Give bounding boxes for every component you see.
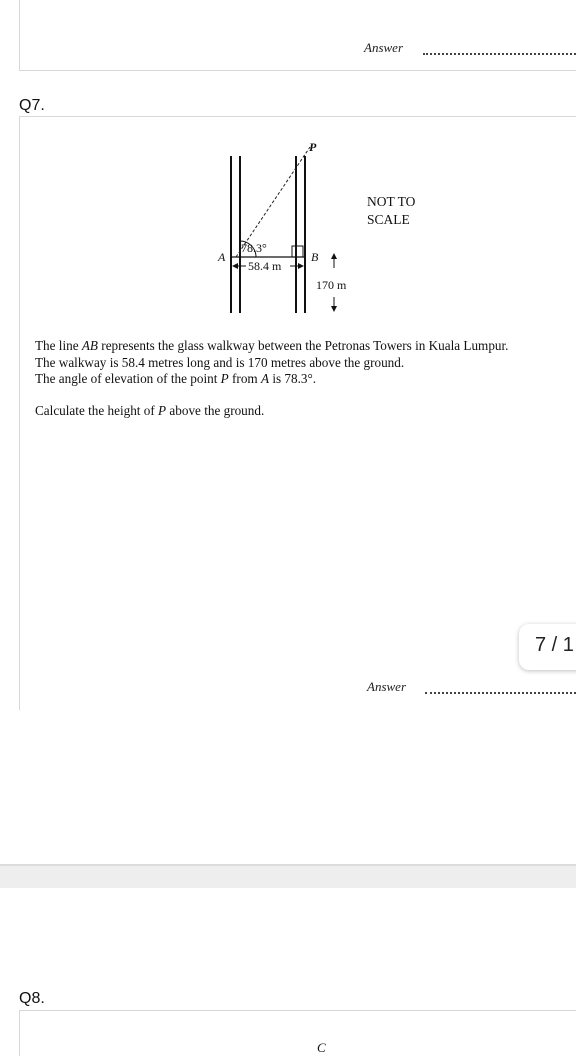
height-label: 170 m (316, 278, 347, 292)
label-b: B (311, 250, 319, 264)
arrow-right-icon (298, 263, 304, 269)
question-8-number: Q8. (19, 990, 45, 1007)
label-a: A (218, 250, 226, 264)
answer-label: Answer (367, 679, 406, 694)
page-separator (0, 864, 576, 888)
previous-answer-line (423, 53, 576, 55)
question-8-diagram-label: C (317, 1040, 326, 1055)
question-7-instruction: Calculate the height of P above the ground. (35, 402, 265, 418)
page-indicator: 7 / 1 (519, 624, 576, 670)
right-angle-marker (292, 246, 303, 257)
previous-question-box (19, 0, 576, 71)
angle-label: 78.3° (241, 241, 267, 255)
not-to-scale-note: NOT TO SCALE (367, 194, 416, 227)
arrow-down-icon (331, 306, 337, 312)
previous-answer-label: Answer (364, 40, 403, 55)
question-7-number: Q7. (19, 97, 45, 114)
question-7-text (35, 338, 570, 419)
question-7-line-3: The angle of elevation of the point P from A is 78.3°. (35, 371, 317, 386)
question-7-line-1: The line AB represents the glass walkway between the Petronas Towers in Kuala Lumpur. (35, 338, 509, 353)
petronas-walkway-diagram (210, 135, 360, 320)
arrow-left-icon (232, 263, 238, 269)
question-8-box (19, 1010, 576, 1056)
arrow-up-icon (331, 253, 337, 259)
answer-line[interactable] (425, 692, 576, 694)
walkway-length-label: 58.4 m (248, 259, 282, 273)
label-p: P (309, 140, 317, 154)
question-7-line-2: The walkway is 58.4 metres long and is 170 metres above the ground. (35, 354, 405, 370)
